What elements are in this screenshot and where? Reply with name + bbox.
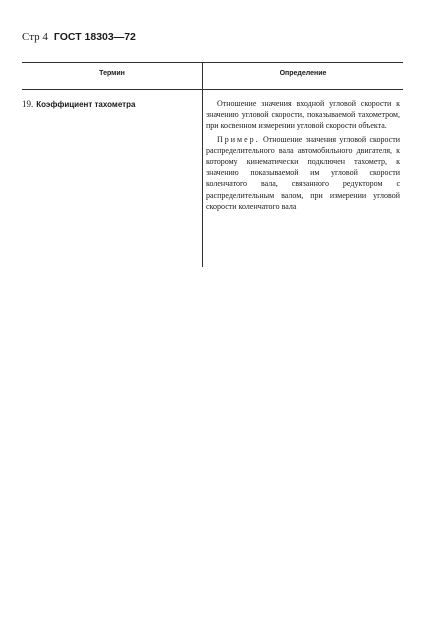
term-name: Коэффициент тахометра: [36, 100, 136, 109]
table-column-divider: [202, 62, 203, 267]
example-text: Отношение значения угловой скорости распределительного вала автомобильного двигателя, к которому кинематически подключен тахометр, к значению показываемой им угловой скорости коленчатого вала, связанного редуктором с распределительным валом, при измерении угловой скорости коленчатого вала: [206, 134, 401, 211]
table-row-term: [22, 98, 135, 111]
example-paragraph: [206, 134, 400, 212]
column-header-definition: Определение: [279, 70, 327, 77]
standard-code: ГОСТ 18303—72: [53, 31, 136, 43]
page-header: [22, 30, 136, 44]
definition-text: Отношение значения входной угловой скорости к значению угловой скорости, показываемой тахометром, при косвенном измерении угловой скорости объекта.: [206, 99, 400, 131]
table-header-divider: [22, 89, 403, 90]
term-number: 19.: [22, 99, 34, 109]
page-number: Стр 4: [22, 31, 48, 43]
table-top-border: [22, 62, 403, 63]
column-header-term: Термин: [99, 70, 125, 77]
table-row-definition: [206, 98, 400, 212]
example-label: Пример.: [217, 134, 260, 144]
